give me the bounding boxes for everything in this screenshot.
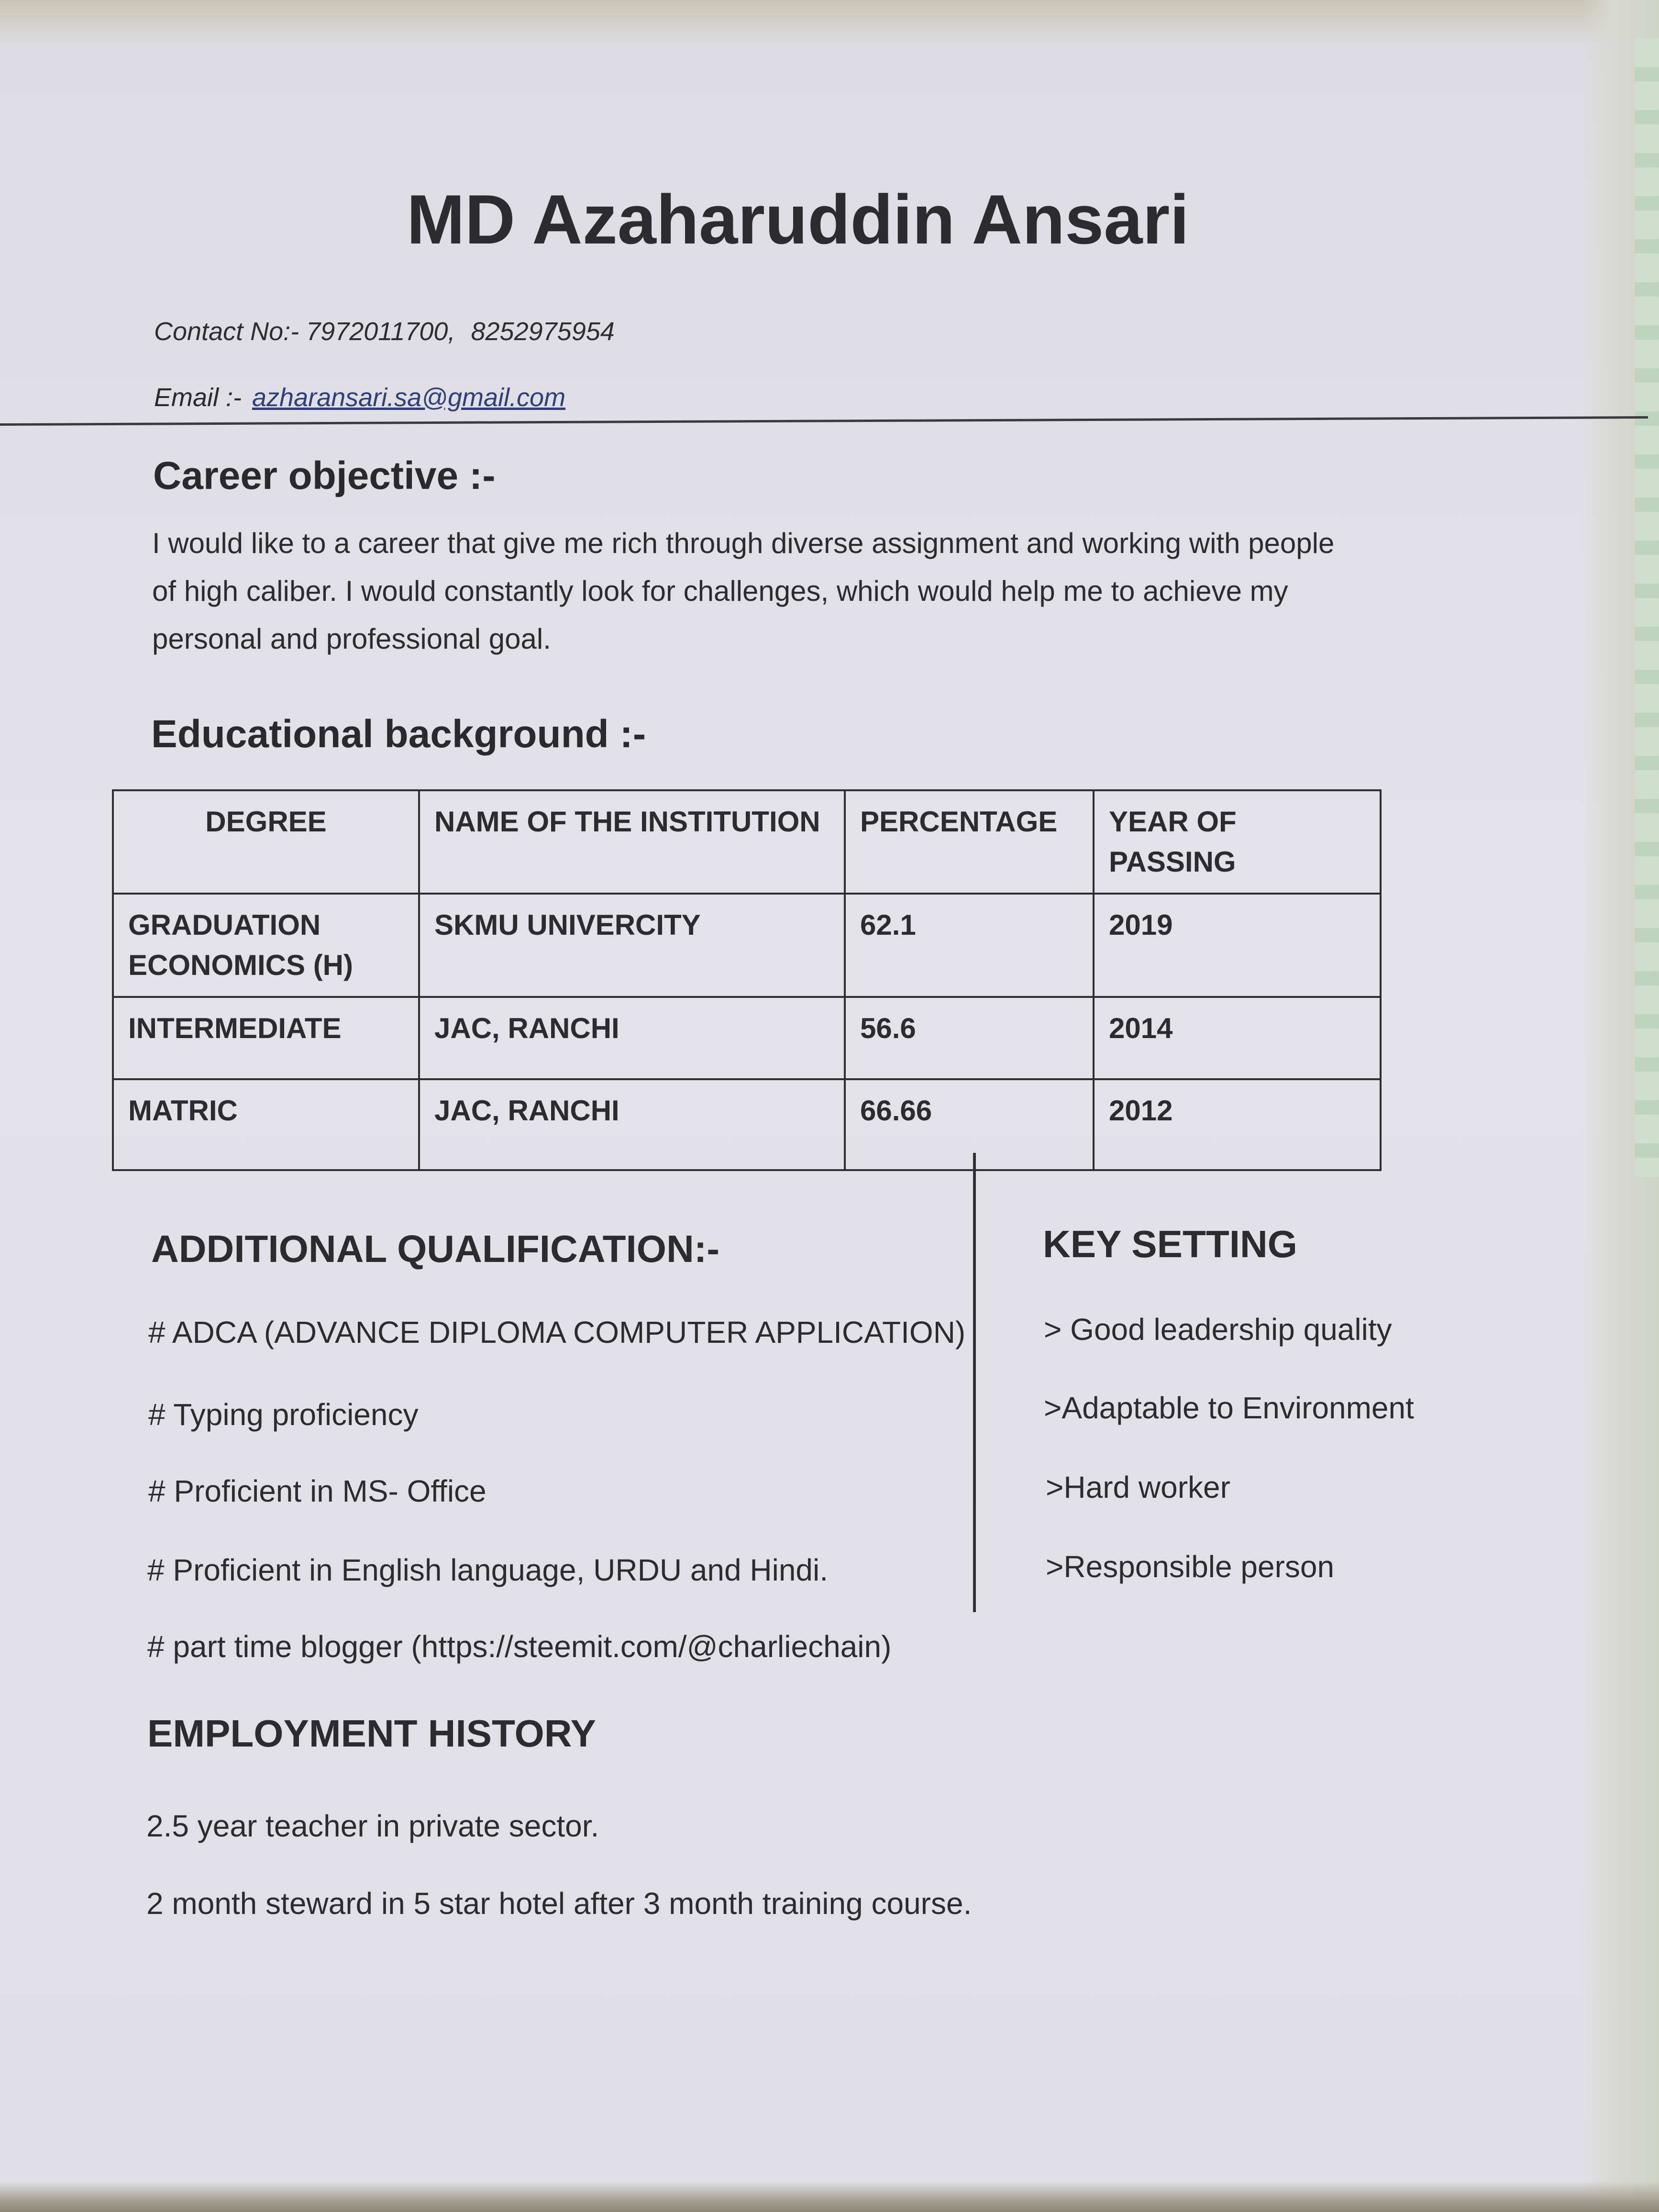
- degree-text: GRADUATION: [128, 909, 321, 941]
- qualification-item: # part time blogger (https://steemit.com/@charliechain): [147, 1629, 892, 1664]
- column-header-year: YEAR OF PASSING: [1094, 790, 1381, 894]
- table-row: [113, 997, 1381, 1079]
- percentage-cell: 66.66: [845, 1079, 1094, 1170]
- table-row: [113, 894, 1381, 997]
- year-cell: 2014: [1094, 997, 1381, 1079]
- year-cell: 2012: [1094, 1079, 1381, 1170]
- column-divider: [973, 1153, 976, 1612]
- header-divider: [0, 416, 1648, 426]
- percentage-cell: 56.6: [845, 997, 1094, 1079]
- institution-cell: JAC, RANCHI: [419, 1079, 845, 1170]
- year-cell: 2019: [1094, 894, 1381, 997]
- degree-subtext: ECONOMICS (H): [128, 949, 353, 981]
- table-header-row: [113, 790, 1381, 894]
- institution-cell: JAC, RANCHI: [419, 997, 845, 1079]
- column-header-percentage: PERCENTAGE: [845, 790, 1094, 894]
- degree-cell: INTERMEDIATE: [113, 997, 419, 1079]
- key-setting-heading: KEY SETTING: [1043, 1223, 1297, 1265]
- contact-line: [154, 317, 615, 346]
- employment-item: 2 month steward in 5 star hotel after 3 month training course.: [146, 1886, 972, 1921]
- qualification-item: # ADCA (ADVANCE DIPLOMA COMPUTER APPLICATION): [148, 1315, 966, 1349]
- degree-cell: [113, 894, 419, 997]
- qualification-item: # Proficient in English language, URDU and Hindi.: [147, 1553, 828, 1587]
- paper-top-edge: [0, 0, 1659, 45]
- career-objective-heading: Career objective :-: [153, 454, 496, 498]
- additional-qualification-heading: ADDITIONAL QUALIFICATION:-: [151, 1228, 720, 1270]
- degree-cell: MATRIC: [113, 1079, 419, 1170]
- qualification-item: # Proficient in MS- Office: [148, 1474, 487, 1508]
- candidate-name: MD Azaharuddin Ansari: [407, 180, 1189, 258]
- phone-secondary: 8252975954: [471, 317, 615, 346]
- education-heading: Educational background :-: [151, 712, 646, 756]
- key-setting-item: >Responsible person: [1046, 1549, 1335, 1584]
- percentage-cell: 62.1: [845, 894, 1094, 997]
- institution-cell: SKMU UNIVERCITY: [419, 894, 845, 997]
- phone-primary: 7972011700,: [306, 317, 455, 346]
- email-link[interactable]: azharansari.sa@gmail.com: [252, 383, 566, 412]
- paper-bottom-edge: [0, 2181, 1659, 2212]
- key-setting-item: >Adaptable to Environment: [1044, 1391, 1414, 1425]
- column-header-degree: DEGREE: [113, 790, 419, 894]
- key-setting-item: >Hard worker: [1046, 1470, 1230, 1504]
- column-header-institution: NAME OF THE INSTITUTION: [419, 790, 845, 894]
- key-setting-item: > Good leadership quality: [1044, 1312, 1392, 1347]
- career-line: I would like to a career that give me rich through diverse assignment and working with people: [152, 527, 1335, 559]
- career-line: of high caliber. I would constantly look for challenges, which would help me to achieve my: [152, 575, 1288, 607]
- education-table: [112, 789, 1382, 1171]
- career-objective-text: [152, 520, 1492, 663]
- career-line: personal and professional goal.: [152, 623, 551, 655]
- employment-item: 2.5 year teacher in private sector.: [146, 1809, 599, 1843]
- green-backing-strip: [1635, 38, 1659, 1177]
- email-label: Email :-: [154, 383, 242, 412]
- employment-history-heading: EMPLOYMENT HISTORY: [147, 1712, 596, 1755]
- contact-label: Contact No:-: [154, 317, 299, 346]
- qualification-item: # Typing proficiency: [148, 1397, 419, 1432]
- table-row: [113, 1079, 1381, 1170]
